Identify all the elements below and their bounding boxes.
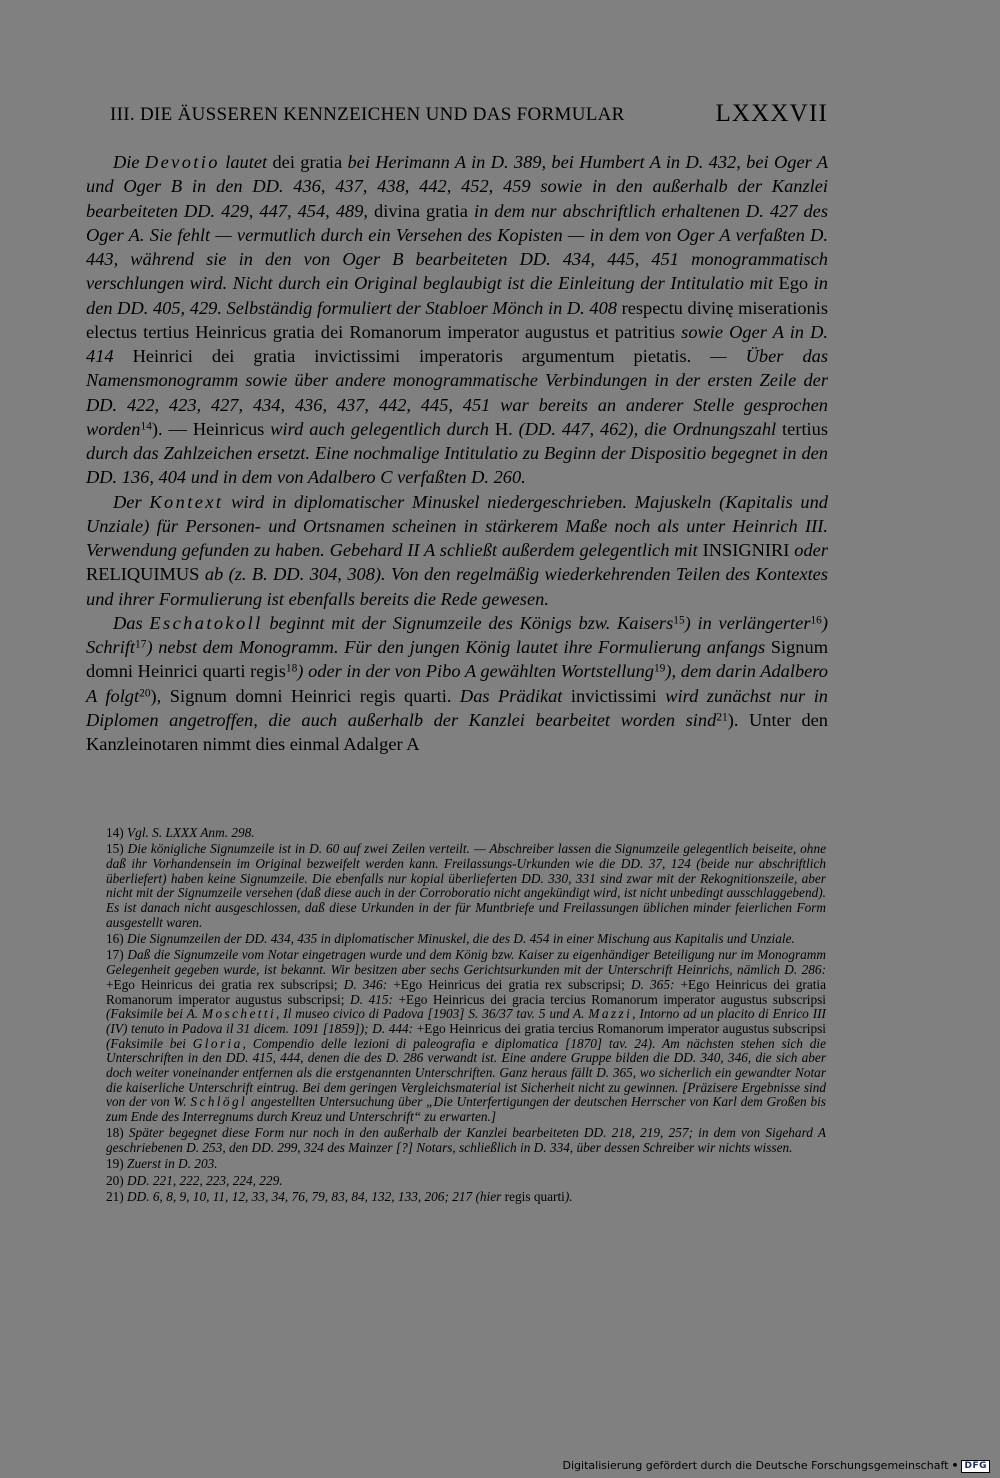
- footnote-20: 20) DD. 221, 222, 223, 224, 229.: [106, 1172, 283, 1188]
- credit-text: Digitalisierung gefördert durch die Deutsche Forschungsgemeinschaft: [562, 1459, 949, 1472]
- main-text: [86, 150, 828, 756]
- dfg-logo[interactable]: DFG: [961, 1460, 990, 1473]
- footnote-18: 18) Später begegnet diese Form nur noch in den außerhalb der Kanzlei bearbeiteten DD. 218, 219, 257; in dem von Sigehard A geschriebenen D. 253, den DD. 299, 324 des Mainzer [?] Notars, schließlich in D. 334, über dessen Schreiber wir nichts wissen.: [106, 1125, 826, 1156]
- paragraph-devotio: Die Devotio lautet dei gratia bei Herimann A in D. 389, bei Humbert A in D. 432, bei Oger A und Oger B in den DD. 436, 437, 438, 442, 452, 459 sowie in den außerhalb der Kanzlei bearbeiteten DD. 429, 447, 454, 489, divina gratia in dem nur abschriftlich erhaltenen D. 427 des Oger A. Sie fehlt — vermutlich durch ein Versehen des Kopisten — in dem von Oger A verfaßten D. 443, während sie in den von Oger B bearbeiteten DD. 434, 445, 451 monogrammatisch verschlungen wird. Nicht durch ein Original beglaubigt ist die Einleitung der Intitulatio mit Ego in den DD. 405, 429. Selbständig formuliert der Stabloer Mönch in D. 408 respectu divinę miserationis electus tertius Heinricus gratia dei Romanorum imperator augustus et patritius sowie Oger A in D. 414 Heinrici dei gratia invictissimi imperatoris argumentum pietatis. — Über das Namensmonogramm sowie über andere monogrammatische Verbindungen in der ersten Zeile der DD. 422, 423, 427, 434, 436, 437, 442, 445, 451 war bereits an anderer Stelle gesprochen worden$^{14}$). — Heinricus wird auch gelegentlich durch H. (DD. 447, 462), die Ordnungszahl tertius durch das Zahlzeichen ersetzt. Eine nochmalige Intitulatio zu Beginn der Dispositio begegnet in den DD. 136, 404 und in dem von Adalbero C verfaßten D. 260.: [86, 152, 829, 488]
- footnote-16: 16) Die Signumzeilen der DD. 434, 435 in diplomatischer Minuskel, die des D. 454 in einer Mischung aus Kapitalis und Unziale.: [106, 931, 795, 947]
- footnote-14: 14) Vgl. S. LXXX Anm. 298.: [106, 825, 255, 840]
- keyword-eschatokoll: Eschatokoll: [149, 612, 263, 633]
- chapter-title: III. DIE ÄUSSEREN KENNZEICHEN UND DAS FORMULAR: [110, 104, 625, 125]
- footnote-ref-19: 19: [653, 662, 666, 675]
- digitization-credit: [563, 1459, 990, 1473]
- footnote-ref-17: 17: [135, 638, 147, 651]
- footnote-ref-14: 14: [140, 420, 152, 433]
- keyword-devotio: Devotio: [144, 152, 220, 172]
- footnote-ref-16: 16: [810, 614, 822, 627]
- credit-separator: •: [951, 1459, 959, 1472]
- footnote-19: 19) Zuerst in D. 203.: [106, 1156, 218, 1172]
- footnote-ref-15: 15: [673, 614, 685, 627]
- keyword-kontext: Kontext: [149, 491, 224, 512]
- footnote-21: 21) DD. 6, 8, 9, 10, 11, 12, 33, 34, 76, 79, 83, 84, 132, 133, 206; 217 (hier regis quarti).: [106, 1189, 573, 1205]
- footnote-ref-20: 20: [139, 686, 151, 699]
- footnote-17: 17) Daß die Signumzeile vom Notar eingetragen wurde und dem König bzw. Kaiser zu eigenhändiger Beteiligung nur im Monogramm Gelegenheit gegeben wurde, ist bekannt. Wir besitzen aber sechs Gerichtsurkunden mit der Unterschrift Heinrichs, nämlich D. 286: +Ego Heinricus dei gratia rex subscripsi; D. 346: +Ego Heinricus dei gratia rex subscripsi; D. 365: +Ego Heinricus dei gratia Romanorum imperator augustus subscripsi; D. 415: +Ego Heinricus dei gracia tercius Romanorum imperator augustus subscripsi (Faksimile bei A. Moschetti, Il museo civico di Padova [1903] S. 36/37 tav. 5 und A. Mazzi, Intorno ad un placito di Enrico III (IV) tenuto in Padova il 31 dicem. 1091 [1859]); D. 444: +Ego Heinricus dei gratia tercius Romanorum imperator augustus subscripsi (Faksimile bei Gloria, Compendio delle lezioni di paleografia e diplomatica [1870] tav. 24). Am nächsten stehen sich die Unterschriften in den DD. 415, 444, denen die des D. 286 verwandt ist. Eine andere Gruppe bilden die DD. 340, 346, die sich aber doch weiter voneinander entfernen als die erstgenannten Unterschriften. Ganz heraus fällt D. 365, wo sicherlich ein gewandter Notar die kaiserliche Unterschrift eintrug. Bei dem geringen Vergleichsmaterial ist Sicherheit nicht zu gewinnen. [Präzisere Ergebnisse sind von der von W. Schlögl angestellten Untersuchung über „Die Unterfertigungen der deutschen Herrscher von Karl dem Großen bis zum Ende des Interregnums durch Kreuz und Unterschrift“ zu erwarten.]: [106, 947, 827, 1125]
- page-number: LXXXVII: [715, 100, 828, 127]
- footnote-15: 15) Die königliche Signumzeile ist in D. 60 auf zwei Zeilen verteilt. — Abschreiber lassen die Signumzeile gelegentlich beiseite, ohne daß ihr Vorhandensein im Original bezweifelt werden kann. Freilassungs-Urkunden wie die DD. 37, 124 (beide nur abschriftlich überliefert) haben keine Signumzeile. Die ebenfalls nur kopial überlieferten DD. 330, 331 sind zwar mit der Rekognitionszeile, aber nicht mit der Signumzeile versehen (daß diese auch in der Corroboratio nicht angekündigt wird, ist nicht unbedingt ausschlaggebend). Es ist danach nicht ausgeschlossen, daß diese Urkunden in der für Muntbriefe und Freilassungen üblichen minder feierlichen Form ausgestellt waren.: [106, 841, 826, 930]
- paragraph-kontext: Der Kontext wird in diplomatischer Minuskel niedergeschrieben. Majuskeln (Kapitalis und Unziale) für Personen- und Ortsnamen scheinen in stärkerem Maße noch als unter Heinrich III. Verwendung gefunden zu haben. Gebehard II A schließt außerdem gelegentlich mit INSIGNIRI oder RELIQUIMUS ab (z. B. DD. 304, 308). Von den regelmäßig wiederkehrenden Teilen des Kontextes und ihrer Formulierung ist ebenfalls bereits die Rede gewesen.: [86, 491, 828, 609]
- footnote-ref-21: 21: [716, 711, 728, 724]
- paragraph-eschatokoll: Das Eschatokoll beginnt mit der Signumzeile des Königs bzw. Kaisers$^{15}$) in verlängerter$^{16}$) Schrift$^{17}$) nebst dem Monogramm. Für den jungen König lautet ihre Formulierung anfangs Signum domni Heinrici quarti regis$^{18}$) oder in der von Pibo A gewählten Wortstellung$^{19}$), dem darin Adalbero A folgt$^{20}$), Signum domni Heinrici regis quarti. Das Prädikat invictissimi wird zunächst nur in Diplomen angetroffen, die auch außerhalb der Kanzlei bearbeitet worden sind$^{21}$). Unter den Kanzleinotaren nimmt dies einmal Adalger A: [86, 612, 829, 754]
- footnote-ref-18: 18: [285, 662, 298, 675]
- running-header: [110, 100, 828, 130]
- footnotes: [106, 826, 826, 1206]
